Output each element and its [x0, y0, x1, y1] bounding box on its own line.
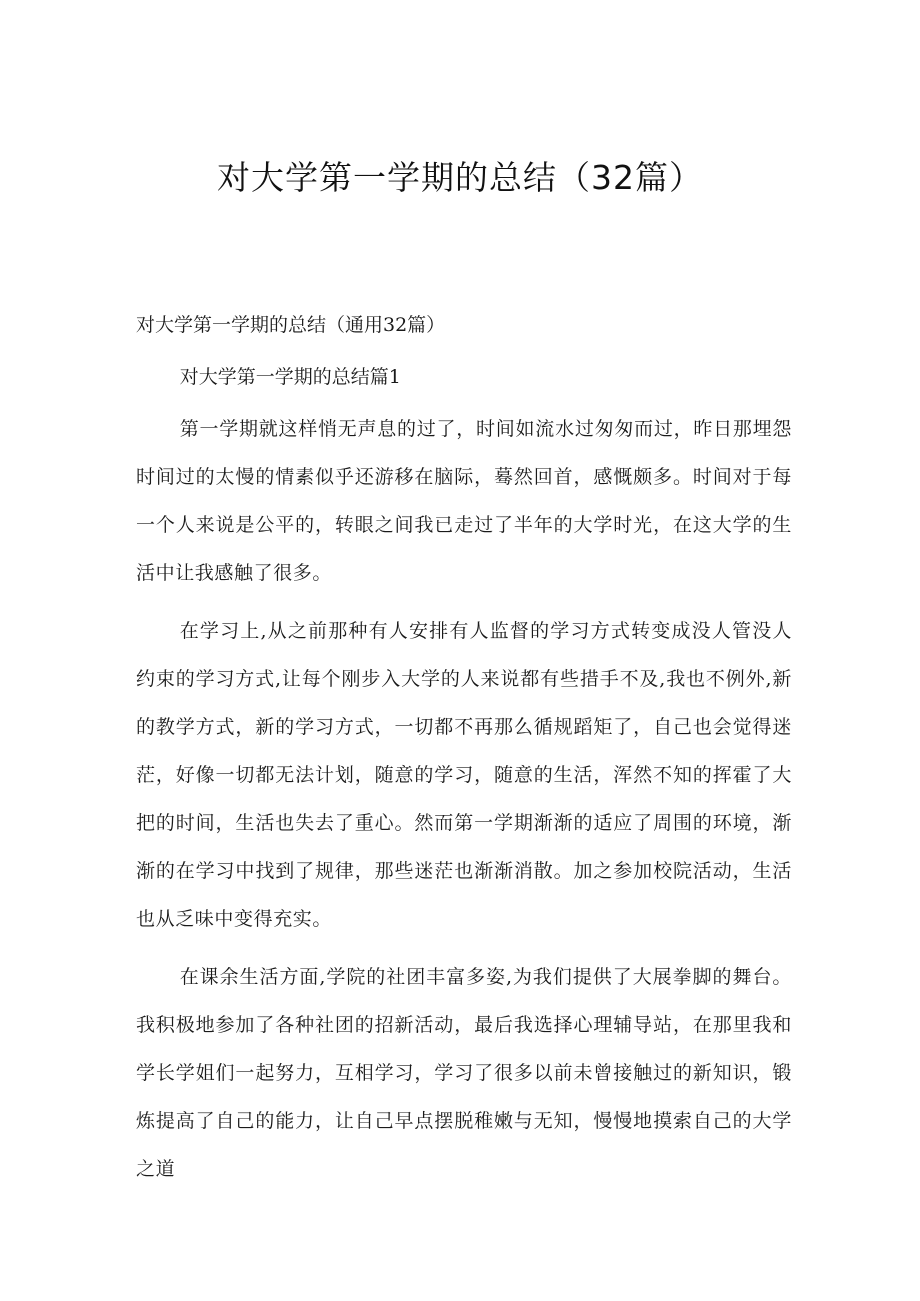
document-subtitle: 对大学第一学期的总结（通用32篇） [136, 314, 446, 336]
paragraph-1: 第一学期就这样悄无声息的过了，时间如流水过匆匆而过，昨日那埋怨时间过的太慢的情素似乎还游移在脑际，蓦然回首，感慨颇多。时间对于每一个人来说是公平的，转眼之间我已走过了半年的大学时光，在这大学的生活中让我感触了很多。 [136, 418, 792, 584]
paragraph-2: 在学习上,从之前那种有人安排有人监督的学习方式转变成没人管没人约束的学习方式,让每个刚步入大学的人来说都有些措手不及,我也不例外,新的教学方式，新的学习方式，一切都不再那么循规蹈矩了，自己也会觉得迷茫，好像一切都无法计划，随意的学习，随意的生活，浑然不知的挥霍了大把的时间，生活也失去了重心。然而第一学期渐渐的适应了周围的环境，渐渐的在学习中找到了规律，那些迷茫也渐渐消散。加之参加校院活动，生活也从乏味中变得充实。 [136, 620, 792, 930]
section-heading: 对大学第一学期的总结篇1 [179, 366, 401, 388]
paragraph-3: 在课余生活方面,学院的社团丰富多姿,为我们提供了大展拳脚的舞台。我积极地参加了各种社团的招新活动，最后我选择心理辅导站，在那里我和学长学姐们一起努力，互相学习，学习了很多以前未曾接触过的新知识，锻炼提高了自己的能力，让自己早点摆脱稚嫩与无知，慢慢地摸索自己的大学之道 [136, 966, 792, 1180]
document-title: 对大学第一学期的总结（32篇） [217, 158, 703, 197]
document-body [136, 307, 792, 1193]
